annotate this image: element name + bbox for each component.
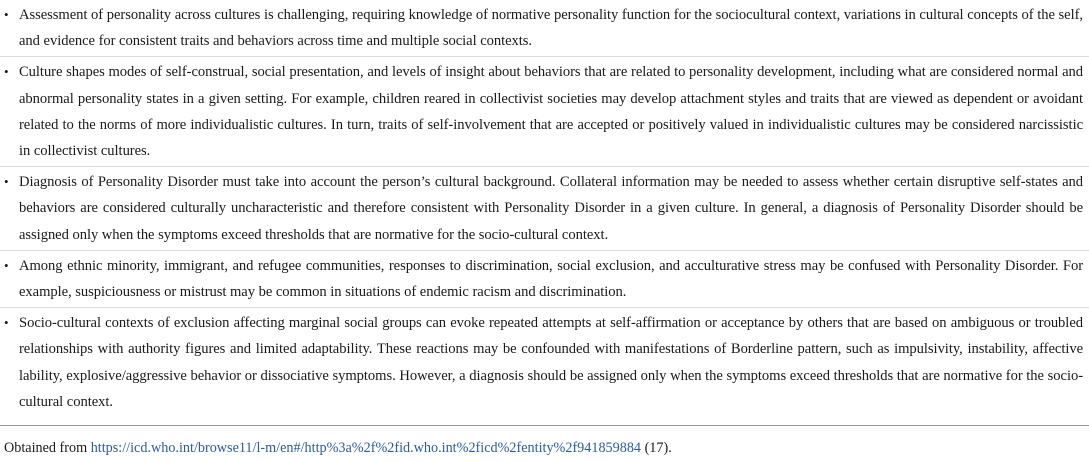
source-link[interactable]: https://icd.who.int/browse11/l-m/en#/http%3a%2f%2fid.who.int%2ficd%2fentity%2f941859884 — [90, 440, 642, 456]
list-item-text: Socio-cultural contexts of exclusion affecting marginal social groups can evoke repeated attempts at self-affirmation or acceptance by others that are based on ambiguous or troubled relationships with authority figures and limited adaptability. These reactions may be confounded with manifestations of Borderline pattern, such as impulsivity, instability, affective lability, explosive/aggressive behavior or dissociative symptoms. However, a diagnosis should be assigned only when the symptoms exceed thresholds that are normative for the socio-cultural context. — [19, 315, 1083, 410]
list-item — [0, 308, 1089, 417]
table-bottom-rule — [0, 425, 1089, 426]
footnote-suffix: (17). — [641, 440, 672, 456]
footnote-prefix: Obtained from — [4, 440, 91, 456]
list-item-text: Assessment of personality across cultures is challenging, requiring knowledge of normative personality function for the sociocultural context, variations in cultural concepts of the self, and evidence for consistent traits and behaviors across time and multiple social contexts. — [19, 7, 1083, 50]
bullet-marker: • — [4, 7, 9, 22]
list-item-text: Diagnosis of Personality Disorder must take into account the person’s cultural background. Collateral information may be needed to assess whether certain disruptive self-states and behaviors are considered culturally uncharacteristic and therefore consistent with Personality Disorder in a given culture. In general, a diagnosis of Personality Disorder should be assigned only when the symptoms exceed thresholds that are normative for the socio-cultural context. — [19, 174, 1083, 243]
table-footnote — [4, 438, 672, 458]
bullet-marker: • — [4, 64, 9, 80]
list-item — [0, 57, 1089, 167]
list-item-text: Among ethnic minority, immigrant, and refugee communities, responses to discrimination, social exclusion, and acculturative stress may be confused with Personality Disorder. For example, suspiciousness or mistrust may be common in situations of endemic racism and discrimination. — [19, 257, 1083, 301]
list-item — [0, 0, 1089, 57]
bullet-marker: • — [4, 174, 9, 190]
list-item-text: Culture shapes modes of self-construal, social presentation, and levels of insight about behaviors that are related to personality development, including what are considered normal and abnormal personality states in a given setting. For example, children reared in collectivist societies may develop attachment styles and traits that are viewed as dependent or avoidant related to the norms of more individualistic cultures. In turn, traits of self-involvement that are accepted or positively valued in individualistic cultures may be considered narcissistic in collectivist cultures. — [19, 64, 1083, 160]
list-item — [0, 251, 1089, 308]
list-item — [0, 167, 1089, 251]
bullet-marker: • — [4, 257, 9, 273]
bullet-marker: • — [4, 315, 9, 331]
